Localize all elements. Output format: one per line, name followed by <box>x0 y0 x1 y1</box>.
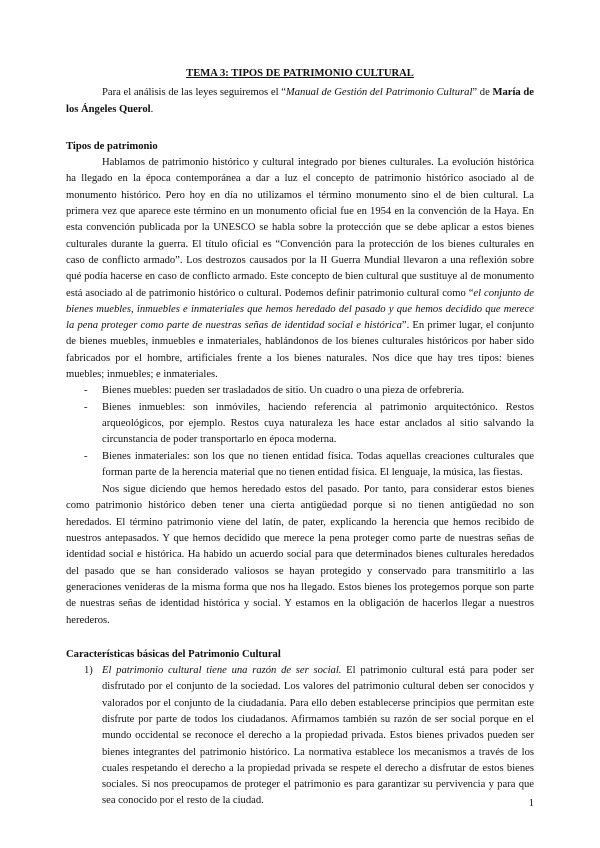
bienes-list <box>66 383 534 481</box>
section-heading-tipos: Tipos de patrimonio <box>66 140 158 152</box>
item-title: El patrimonio cultural tiene una razón de ser social. <box>102 665 342 677</box>
intro-text: Para el análisis de las leyes seguiremos el “ <box>102 87 286 99</box>
book-title: Manual de Gestión del Patrimonio Cultural <box>285 87 473 99</box>
item-text: El patrimonio cultural está para poder ser disfrutado por el conjunto de la sociedad. Los valores del patrimonio cultural deben ser conocidos y valorados por el conjunto de la ciudadanía. Para ello deben establecerse principios que permitan este disfrute por parte de todos los ciudadanos. Afirmamos también su razón de ser social porque en el mundo occidental se reconoce el derecho a la propiedad privada. Estos bienes privados pueden ser bienes integrantes del patrimonio histórico. La normativa establece los mecanismos a través de los cuales respetando el derecho a la propiedad privada se respete el derecho a disfrutar de estos bienes sociales. Si nos preocupamos de proteger el patrimonio es para garantizar su pervivencia y para que sea conocido por el resto de la ciudad. <box>102 665 535 807</box>
list-item: - Bienes inmateriales: son los que no tienen entidad física. Todas aquellas creaciones culturales que forman parte de la herencia material que no tienen entidad física. El lenguaje, la música, las fiestas. <box>102 449 534 482</box>
caracteristicas-list <box>66 663 534 810</box>
paragraph-tipos-1 <box>66 155 534 383</box>
intro-text: . <box>150 103 154 115</box>
paragraph-text: ”. En primer lugar, el conjunto de bienes muebles, inmuebles e inmateriales, hablándonos de los bienes culturales históricos por haber sido fabricados por el hombre, artificiales frente a los bienes naturales. Nos dice que hay tres tipos: bienes muebles; inmuebles; e inmateriales. <box>66 320 534 381</box>
definition-quote: el conjunto de bienes muebles, inmuebles e inmateriales que hemos heredado del pasado y que hemos decidido que merece la pena proteger como parte de nuestras señas de identidad social e histórica <box>66 287 534 332</box>
paragraph-text: Hablamos de patrimonio histórico y cultural integrado por bienes culturales. La evolución histórica ha llegado en la época contemporánea a dar a luz el concepto de patrimonio histórico asociado al de monumento histórico. Pero hoy en día no utilizamos el término monumento sino el de bien cultural. La primera vez que aparece este término en un monumento oficial fue en 1954 en la convención de la Haya. En esta convención publicada por la UNESCO se habla sobre la protección que se debe aplicar a estos bienes culturales durante la guerra. El título oficial es “Convención para la protección de los bienes culturales en caso de conflicto armado”. Los destrozos causados por la II Guerra Mundial llevaron a una reflexión sobre qué podía hacerse en caso de conflicto armado. Este concepto de bien cultural que sustituye al de monumento está asociado al de patrimonio histórico o cultural. Podemos definir patrimonio cultural como “ <box>66 157 534 299</box>
section-heading-caracteristicas: Características básicas del Patrimonio Cultural <box>66 648 281 660</box>
paragraph-tipos-2: Nos sigue diciendo que hemos heredado estos del pasado. Por tanto, para considerar estos bienes como patrimonio histórico deben tener una cierta antigüedad porque si no tienen antigüedad no son heredados. El término patrimonio viene del latín, de pater, explicando la herencia que hemos recibido de nuestros antepasados. Y que hemos decidido que merece la pena proteger como parte de nuestras señas de identidad social e histórica. Ha habido un acuerdo social para que determinados bienes culturales heredados del pasado que se han considerado valiosos se hayan protegido y conservado para transmitirlo a las generaciones venideras de la misma forma que nos ha llegado. Estos bienes los protegemos porque son parte de nuestras señas de identidad histórica y social. Y estamos en la obligación de hacerlos llegar a nuestros herederos. <box>66 484 534 626</box>
author-name: María de los Ángeles Querol <box>66 87 535 115</box>
intro-text: ” de <box>472 87 493 99</box>
list-item: - Bienes inmuebles: son inmóviles, haciendo referencia al patrimonio arquitectónico. Restos arqueológicos, por ejemplo. Restos cuya naturaleza les hace estar anclados al sitio salvando la circunstancia de poder transportarlo en época moderna. <box>102 400 534 449</box>
list-number: 1) <box>84 665 93 677</box>
page-number: 1 <box>528 798 534 809</box>
list-item <box>84 663 535 810</box>
intro-paragraph <box>66 85 534 118</box>
list-item: - Bienes muebles: pueden ser trasladados de sitio. Un cuadro o una pieza de orfebrería. <box>102 383 534 399</box>
document-title: TEMA 3: TIPOS DE PATRIMONIO CULTURAL <box>186 68 414 79</box>
